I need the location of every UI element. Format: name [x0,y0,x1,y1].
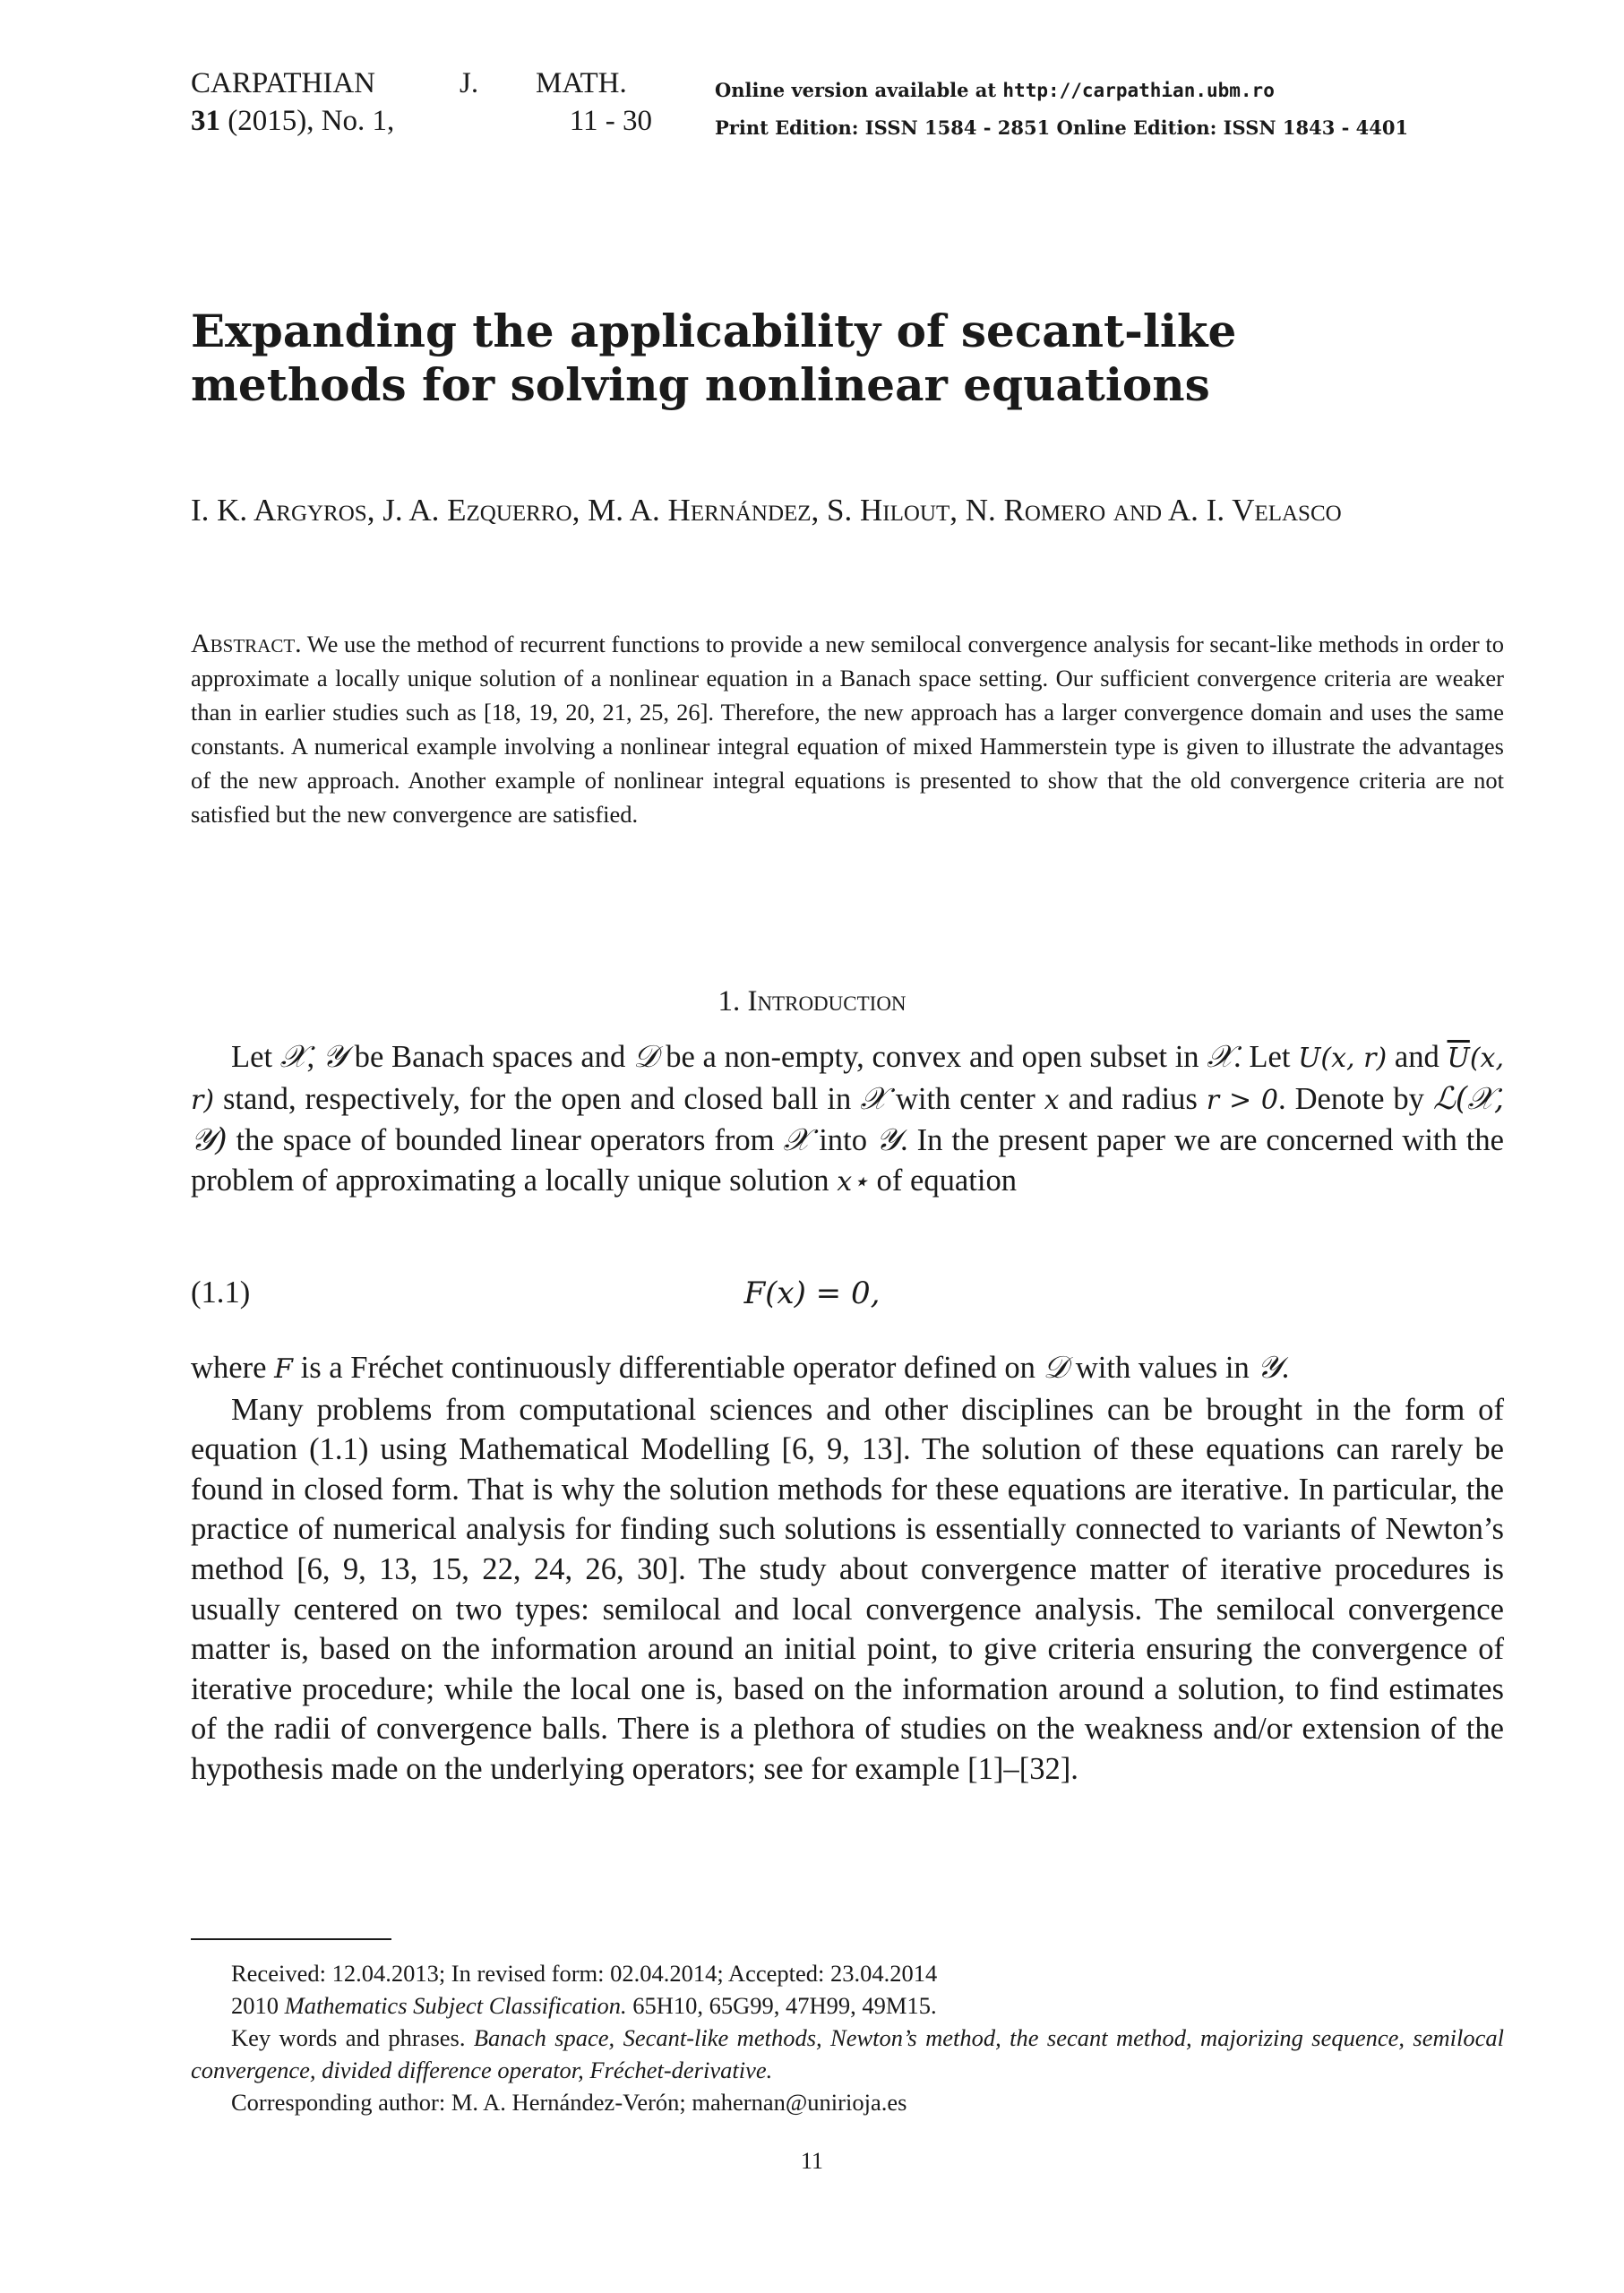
intro-paragraph-1-text: Let 𝒳, 𝒴 be Banach spaces and 𝒟 be a non-empty, convex and open subset in 𝒳. Let U(x, r) and $\overline{U}(x$, r) stand, respectively, for the open and closed ball in 𝒳 with center x and radius r > 0. Denote by ℒ(𝒳, 𝒴) the space of bounded linear operators from 𝒳 into 𝒴. In the present paper we are concerned with the problem of approximating a locally unique solution x⋆ of equation [191,1039,1504,1198]
journal-j: J. [460,67,479,99]
intro-paragraph-1 [191,1037,1504,1202]
msc-classification: 2010 Mathematics Subject Classification. 65H10, 65G99, 47H99, 49M15. [231,1992,937,2019]
edition-info [715,72,1408,147]
page-number: 11 [800,2148,824,2174]
abstract-label: Abstract. [191,629,302,658]
online-url-link[interactable]: http://carpathian.ubm.ro [1002,80,1275,101]
journal-name: CARPATHIAN [191,67,375,99]
section-heading [0,985,1624,1018]
section-number: 1. [717,985,741,1018]
journal-header [191,64,652,140]
keywords: Key words and phrases. Banach space, Secant-like methods, Newton’s method, the secant method, majorizing sequence, semilocal convergence, divided difference operator, Fréchet-derivative. [191,2024,1504,2083]
abstract-text: We use the method of recurrent functions to provide a new semilocal convergence analysis for secant-like methods in order to approximate a locally unique solution of a nonlinear equation in a Banach space setting. Our sufficient convergence criteria are weaker than in earlier studies such as [18, 19, 20, 21, 25, 26]. Therefore, the new approach has a larger convergence domain and uses the same constants. A numerical example involving a nonlinear integral equation of mixed Hammerstein type is given to illustrate the advantages of the new approach. Another example of nonlinear integral equations is presented to show that the old convergence criteria are not satisfied but the new convergence are satisfied. [191,631,1504,828]
intro-paragraph-3: Many problems from computational sciences and other disciplines can be brought in the form of equation (1.1) using Mathematical Modelling [6, 9, 13]. The solution of these equations can rarely be found in closed form. That is why the solution methods for these equations are iterative. In particular, the practice of numerical analysis for finding such solutions is essentially connected to variants of Newton’s method [6, 9, 13, 15, 22, 24, 26, 30]. The study about convergence matter of iterative procedures is usually centered on two types: semilocal and local convergence analysis. The semilocal convergence matter is, based on the information around an initial point, to give criteria ensuring the convergence of iterative procedure; while the local one is, based on the information around a solution, to find estimates of the radii of convergence balls. There is a plethora of studies on the weakness and/or extension of the hypothesis made on the underlying operators; see for example [1]–[32]. [191,1392,1504,1786]
abstract [191,627,1504,831]
footnote-rule [191,1938,391,1940]
equation-label: (1.1) [191,1275,251,1310]
received-dates: Received: 12.04.2013; In revised form: 02.04.2014; Accepted: 23.04.2014 [231,1960,938,1987]
volume-issue [191,102,536,140]
year-issue: (2015), No. 1, [220,105,395,137]
paper-title: Expanding the applicability of secant-like methods for solving nonlinear equations [191,305,1237,411]
section-title: Introduction [747,985,907,1018]
author-list: I. K. Argyros, J. A. Ezquerro, M. A. Hernández, S. Hilout, N. Romero and A. I. Velasco [191,493,1342,528]
equation-1-1: F(x) = 0, [743,1275,881,1311]
print-edition: Print Edition: ISSN 1584 - 2851 Online Edition: ISSN 1843 - 4401 [715,116,1409,139]
corresponding-author: Corresponding author: M. A. Hernández-Verón; mahernan@unirioja.es [231,2089,907,2116]
online-prefix: Online version available at [715,79,1003,101]
journal-math: MATH. [536,67,627,99]
intro-paragraph-2 [191,1348,1504,1790]
footnotes [191,1957,1504,2118]
intro-paragraph-2-text: where F is a Fréchet continuously differentiable operator defined on 𝒟 with values in 𝒴. [191,1350,1290,1386]
page-range: 11 - 30 [569,105,652,137]
volume-number: 31 [191,105,220,137]
